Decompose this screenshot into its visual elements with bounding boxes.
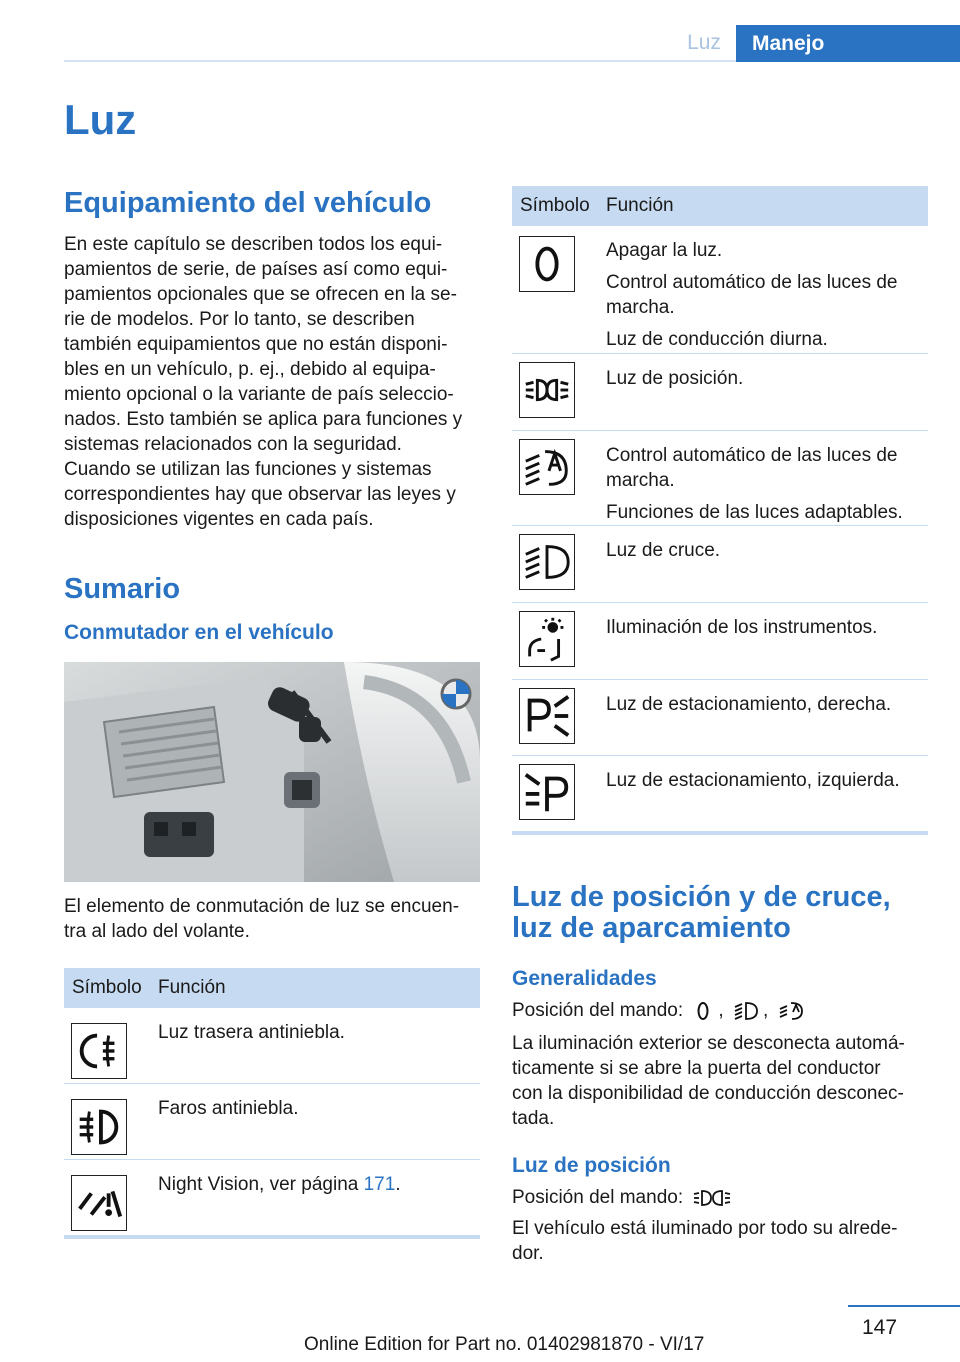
table-row [512, 431, 928, 526]
generalidades-heading: Generalidades [512, 967, 657, 990]
table-row [512, 603, 928, 680]
function-text: Luz de posición. [606, 368, 744, 389]
text-line: pamientos opcionales que se ofrecen en la se- [64, 284, 457, 305]
page-number: 147 [862, 1316, 898, 1339]
function-text: Luz de conducción diurna. [606, 329, 828, 350]
instrument-lighting-icon [519, 611, 575, 667]
table-header [64, 968, 480, 1008]
column-header-symbol: Símbolo [72, 977, 142, 998]
sumario-heading: Sumario [64, 573, 181, 605]
text-line: La iluminación exterior se desconecta automá- [512, 1033, 905, 1054]
equipment-heading: Equipamiento del vehículo [64, 187, 432, 219]
dashboard-light-switch-photo [64, 662, 480, 882]
heading-line: luz de aparcamiento [512, 912, 791, 944]
right-symbol-table [512, 186, 928, 835]
table-row [512, 354, 928, 431]
switch-position-label: Posición del mando: [512, 1000, 684, 1021]
column-header-function: Función [158, 977, 226, 998]
function-text: Funciones de las luces adaptables. [606, 502, 903, 523]
switch-position-label: Posición del mando: [512, 1187, 684, 1208]
table-row [64, 1084, 480, 1160]
page-171-link[interactable]: 171 [363, 1174, 396, 1195]
period: . [395, 1174, 401, 1195]
parking-lights-icon [692, 1187, 732, 1209]
text-line: nados. Esto también se aplica para funciones y [64, 409, 463, 430]
footer-rule [848, 1305, 960, 1307]
table-end-rule [512, 831, 928, 835]
page-title: Luz [64, 96, 137, 143]
function-text: Luz trasera antiniebla. [158, 1022, 345, 1043]
parking-light-left-icon [519, 764, 575, 820]
text-line: tada. [512, 1108, 555, 1129]
separator: , [762, 1000, 769, 1021]
text-line: En este capítulo se describen todos los equi- [64, 234, 443, 255]
text-line: Cuando se utilizan las funciones y sistemas [64, 459, 432, 480]
low-beam-icon [733, 1000, 759, 1022]
lights-off-icon [692, 1000, 714, 1022]
auto-headlight-icon [778, 1000, 804, 1022]
left-column [64, 186, 480, 1239]
text-line: sistemas relacionados con la seguridad. [64, 434, 402, 455]
header-section-label: Luz [687, 31, 721, 54]
column-header-function: Función [606, 195, 674, 216]
function-text: Faros antiniebla. [158, 1098, 299, 1119]
text-line: correspondientes hay que observar las leyes y [64, 484, 456, 505]
text-line: bles en un vehículo, p. ej., debido al equipa- [64, 359, 436, 380]
parking-light-right-icon [519, 688, 575, 744]
text-line: disposiciones vigentes en cada país. [64, 509, 374, 530]
text-line: El elemento de conmutación de luz se encuen- [64, 896, 460, 917]
lights-off-icon [519, 236, 575, 292]
text-line: El vehículo está iluminado por todo su alrede- [512, 1218, 898, 1239]
function-text: Control automático de las luces de marcha. [606, 272, 898, 318]
function-text: Luz de estacionamiento, derecha. [606, 694, 892, 715]
function-text: Iluminación de los instrumentos. [606, 617, 878, 638]
switch-location-heading: Conmutador en el vehículo [64, 621, 334, 644]
switch-positions-line [512, 998, 928, 1023]
text-line: pamientos de serie, de países así como equi- [64, 259, 448, 280]
text-line: rie de modelos. Por lo tanto, se describen [64, 309, 415, 330]
table-row [512, 526, 928, 603]
table-row [512, 226, 928, 354]
night-vision-text: Night Vision, ver página [158, 1174, 364, 1195]
right-column [512, 186, 928, 1266]
night-vision-icon [71, 1175, 127, 1231]
low-beam-icon [519, 534, 575, 590]
text-line: con la disponibilidad de conducción desconec- [512, 1083, 904, 1104]
text-line: miento opcional o la variante de país seleccio- [64, 384, 454, 405]
parking-lights-icon [519, 362, 575, 418]
general-paragraph [512, 1031, 928, 1131]
table-end-rule [64, 1235, 480, 1239]
heading-line: Luz de posición y de cruce, [512, 881, 891, 913]
auto-headlight-icon [519, 439, 575, 495]
table-row [64, 1160, 480, 1236]
position-low-beam-section-heading [512, 882, 928, 944]
table-row [512, 756, 928, 832]
text-line: tra al lado del volante. [64, 921, 250, 942]
front-fog-light-icon [71, 1099, 127, 1155]
table-row [512, 680, 928, 756]
posicion-switch-line [512, 1185, 928, 1210]
table-header [512, 186, 928, 226]
luz-de-posicion-heading: Luz de posición [512, 1154, 671, 1177]
rear-fog-light-icon [71, 1023, 127, 1079]
header-chapter-tab: Manejo [736, 25, 960, 62]
switch-caption [64, 894, 480, 944]
table-row [64, 1008, 480, 1084]
posicion-paragraph [512, 1216, 928, 1266]
edition-footer: Online Edition for Part no. 01402981870 - VI/17 [304, 1334, 705, 1355]
function-text: Apagar la luz. [606, 240, 723, 261]
function-text [158, 1172, 480, 1197]
left-symbol-table [64, 968, 480, 1239]
text-line: dor. [512, 1243, 544, 1264]
equipment-paragraph [64, 232, 480, 532]
function-text: Control automático de las luces de marcha. [606, 445, 898, 491]
function-text: Luz de estacionamiento, izquierda. [606, 770, 900, 791]
function-text: Luz de cruce. [606, 540, 721, 561]
text-line: ticamente si se abre la puerta del conductor [512, 1058, 881, 1079]
text-line: también equipamientos que no están disponi- [64, 334, 448, 355]
separator: , [718, 1000, 724, 1021]
column-header-symbol: Símbolo [520, 195, 590, 216]
